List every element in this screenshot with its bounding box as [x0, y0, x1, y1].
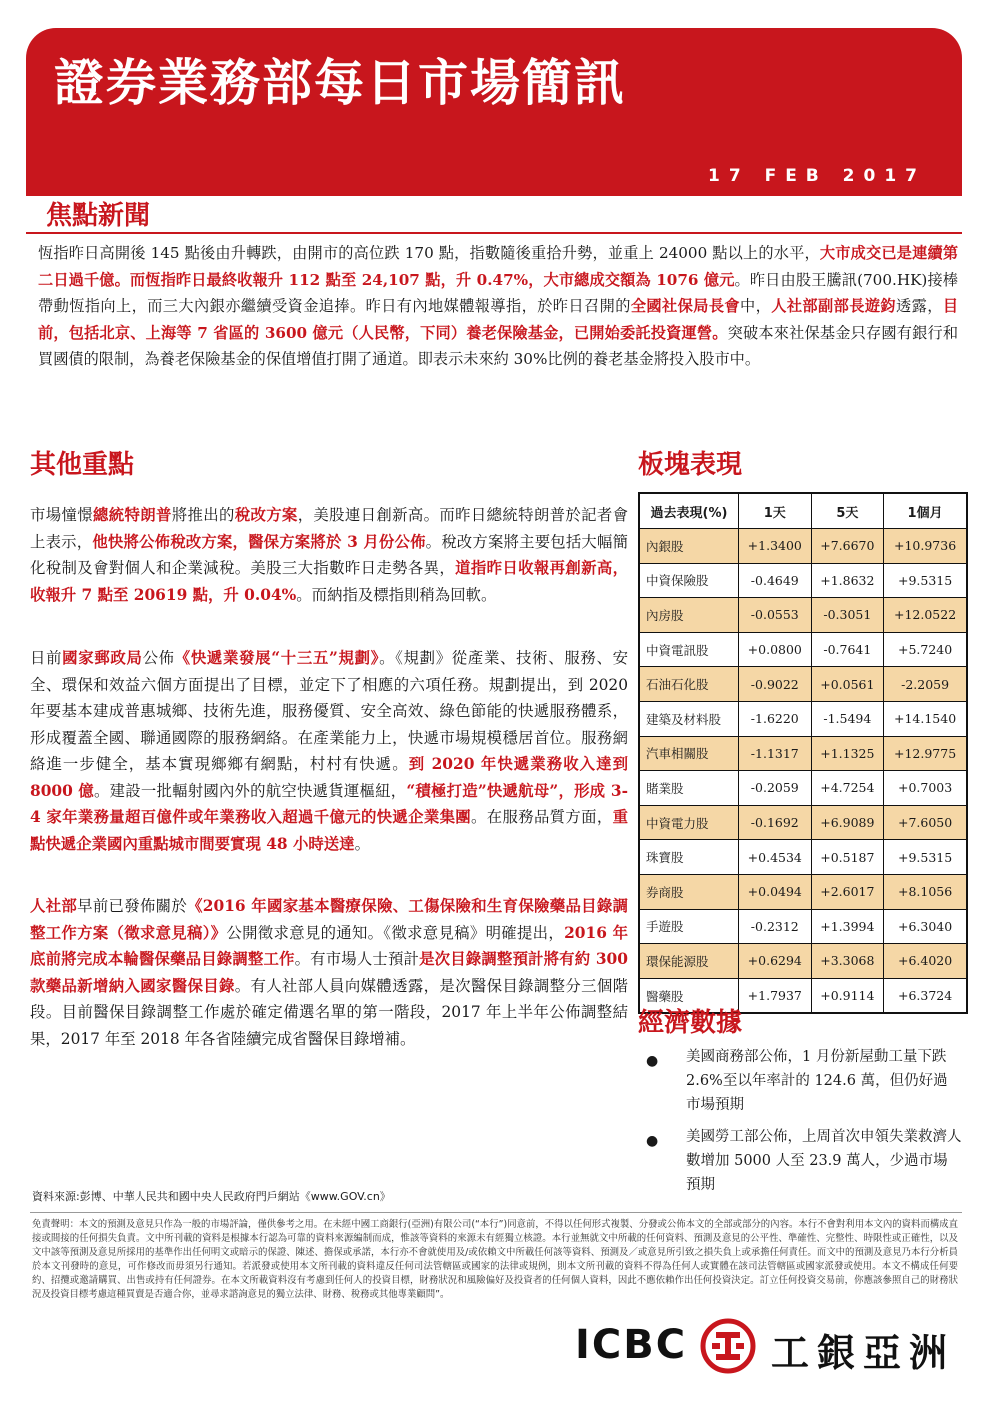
return-5d-cell: +0.9114 [811, 978, 884, 1013]
return-1d-cell: +0.6294 [739, 944, 812, 979]
body-text: 突破本來社保基金只存國有銀行和買國債的限制，為養老保險基金的保值增值打開了通道。即表示未來約 30%比例的養老基金將投入股市中。 [38, 323, 959, 368]
return-1m-cell: +6.4020 [884, 944, 967, 979]
page-title: 證券業務部每日市場簡訊 [54, 54, 626, 112]
sector-name-cell: 建築及材料股 [639, 701, 739, 736]
highlighted-text: 總統特朗普 [92, 506, 172, 524]
return-5d-cell: +3.3068 [811, 944, 884, 979]
sector-name-cell: 醫藥股 [639, 978, 739, 1013]
return-1d-cell: -0.4649 [739, 563, 812, 598]
return-1m-cell: +7.6050 [884, 805, 967, 840]
list-item [646, 1045, 962, 1117]
data-source: 資料來源:彭博、中華人民共和國中央人民政府門戶網站《www.GOV.cn》 [32, 1190, 391, 1203]
return-5d-cell: -0.7641 [811, 632, 884, 667]
highlighted-text: 人社部副部長遊鈞 [771, 297, 897, 315]
return-1d-cell: -0.2059 [739, 771, 812, 806]
focus-news-body [38, 240, 958, 373]
sector-name-cell: 環保能源股 [639, 944, 739, 979]
highlighted-text: 目前，包括北京、上海等 7 省區的 3600 億元（人民幣，下同）養老保險基金，已開始委託投資運營。 [38, 297, 959, 342]
body-text: 市場憧憬 [30, 506, 93, 524]
table-row [639, 701, 967, 736]
return-1m-cell: +0.7003 [884, 771, 967, 806]
highlighted-text: 《快遞業發展“十三五”規劃》 [174, 649, 380, 667]
table-row [639, 874, 967, 909]
focus-news-heading: 焦點新聞 [46, 201, 151, 231]
bullet-icon: ● [646, 1133, 659, 1149]
return-1d-cell: -0.9022 [739, 667, 812, 702]
sector-name-cell: 中資保險股 [639, 563, 739, 598]
focus-divider [26, 232, 962, 234]
sector-name-cell: 汽車相關股 [639, 736, 739, 771]
return-1d-cell: -0.1692 [739, 805, 812, 840]
economic-item-text: 美國商務部公佈，1 月份新屋動工量下跌 2.6%至以年率計的 124.6 萬，但仍好過市場預期 [686, 1049, 948, 1113]
list-item [646, 1125, 962, 1197]
sector-name-cell: 賭業股 [639, 771, 739, 806]
return-1d-cell: +0.0800 [739, 632, 812, 667]
icbc-emblem-icon [700, 1318, 756, 1374]
return-5d-cell: +7.6670 [811, 529, 884, 564]
return-5d-cell: +6.9089 [811, 805, 884, 840]
sector-name-cell: 手遊股 [639, 909, 739, 944]
body-text: ，美股連日創新高。而昨日總統特朗普於記者會上表示， [30, 506, 628, 551]
body-text: 日前 [30, 649, 63, 667]
return-5d-cell: +0.0561 [811, 667, 884, 702]
return-1m-cell: +5.7240 [884, 632, 967, 667]
highlighted-text: 到 2020 年快遞業務收入達到 8000 億 [30, 755, 628, 800]
body-text: 早前已發佈關於 [77, 897, 188, 915]
return-5d-cell: -0.3051 [811, 598, 884, 633]
sector-name-cell: 中資電訊股 [639, 632, 739, 667]
table-row [639, 667, 967, 702]
highlighted-text: 人社部 [30, 897, 78, 915]
highlight-paragraph-tax [30, 502, 628, 608]
return-5d-cell: -1.5494 [811, 701, 884, 736]
sector-name-cell: 珠寶股 [639, 840, 739, 875]
return-1d-cell: +0.0494 [739, 874, 812, 909]
return-5d-cell: +1.3994 [811, 909, 884, 944]
highlighted-text: 是次目錄調整預計將有約 300 款藥品新增納入國家醫保目錄 [30, 950, 628, 995]
icbc-asia-logo [575, 1318, 965, 1374]
return-1m-cell: +12.0522 [884, 598, 967, 633]
return-5d-cell: +1.1325 [811, 736, 884, 771]
table-row [639, 805, 967, 840]
return-1d-cell: -1.6220 [739, 701, 812, 736]
footer-divider [30, 1212, 962, 1213]
highlighted-text: “積極打造”快遞航母”，形成 3-4 家年業務量超百億件或年業務收入超過千億元的快遞企業集團 [30, 781, 628, 826]
highlight-paragraph-express [30, 645, 628, 857]
highlighted-text: 國家郵政局 [62, 649, 143, 667]
bullet-icon: ● [646, 1053, 659, 1069]
return-1m-cell: +9.5315 [884, 840, 967, 875]
body-text: 。在服務品質方面， [471, 808, 613, 826]
column-header-1m: 1個月 [884, 493, 967, 529]
highlight-paragraph-medical [30, 893, 628, 1052]
body-text: 。 [354, 834, 370, 853]
disclaimer-text: 免責聲明：本文的預測及意見只作為一般的市場評論，僅供參考之用。在未經中國工商銀行(亞洲)有限公司(“本行”)同意前，不得以任何形式複製、分發或公佈本文的全部或部分的內容。本行不會對利用本文內的資料而構成直接或間接的任何損失負責。文中所刊載的資料是根據本行認為可靠的資料來源編制而成，惟該等資料的來源未有經獨立核證。本行並無就文中所載的任何資料、預測及意見的公平性、準確性、完整性、時限性或正確性，以及文中該等預測及意見所採用的基準作出任何明文或暗示的保證、陳述、擔保或承諾，本行亦不會就使用及/或依賴文中所載任何該等資料、預測及／或意見所引致之損失負上或承擔任何責任。而文中的預測及意見乃本行分析員於本文刊發時的意見，可作修改而毋須另行通知。若派發或使用本文所刊載的資料違反任何司法管轄區或國家的法律或規例，則本文所刊載的資料不得為任何人或實體在該司法管轄區或國家派發或使用。本文不構成任何要約、招攬或邀請購買、出售或持有任何證券。在本文所載資料沒有考慮到任何人的投資目標，財務狀況和風險偏好及投資者的任何個人資料，因此不應依賴作出任何投資決定。訂立任何投資交易前，你應該參照自己的財務狀況及投資目標考慮這種買賣是否適合你，並尋求諮詢意見的獨立法律、財務、稅務或其他專業顧問”。 [32, 1219, 958, 1300]
sector-performance-table [638, 492, 968, 1014]
highlighted-text: 道指昨日收報再創新高，收報升 7 點至 20619 點，升 0.04% [30, 559, 628, 604]
sector-name-cell: 內銀股 [639, 529, 739, 564]
body-text: 。而納指及標指則稍為回軟。 [296, 585, 497, 604]
return-1m-cell: +8.1056 [884, 874, 967, 909]
highlighted-text: 重點快遞企業國內重點城市間要實現 48 小時送達 [30, 808, 628, 853]
table-row [639, 632, 967, 667]
table-row [639, 944, 967, 979]
return-5d-cell: +0.5187 [811, 840, 884, 875]
body-text: 。稅改方案將主要包括大幅簡化稅制及會對個人和企業減稅。美股三大指數昨日走勢各異， [30, 532, 628, 577]
table-header-row [639, 493, 967, 529]
body-text: 公開徵求意見的通知。《徵求意見稿》明確提出， [226, 923, 565, 942]
body-text: 。有市場人士預計 [294, 950, 420, 968]
table-row [639, 598, 967, 633]
return-1d-cell: +1.3400 [739, 529, 812, 564]
body-text: 。有人社部人員向媒體透露，是次醫保目錄調整分三個階段。目前醫保目錄調整工作處於確定備選名單的第一階段，2017 年上半年公佈調整結果，2017 年至 2018 年各省陸續完成省醫保目錄增補。 [30, 976, 628, 1048]
economic-data-heading: 經濟數據 [638, 1008, 743, 1038]
return-1d-cell: -1.1317 [739, 736, 812, 771]
highlighted-text: 2016 年底前將完成本輪醫保藥品目錄調整工作 [30, 923, 628, 968]
return-1m-cell: +6.3040 [884, 909, 967, 944]
return-1m-cell: +10.9736 [884, 529, 967, 564]
sector-table-body [639, 529, 967, 1014]
return-1m-cell: +9.5315 [884, 563, 967, 598]
table-row [639, 771, 967, 806]
return-1d-cell: +0.4534 [739, 840, 812, 875]
sector-name-cell: 中資電力股 [639, 805, 739, 840]
body-text: 公佈 [142, 649, 175, 667]
logo-text-cn: 工銀亞洲 [771, 1331, 956, 1375]
sector-performance-heading: 板塊表現 [638, 450, 743, 480]
return-1m-cell: -2.2059 [884, 667, 967, 702]
return-1m-cell: +6.3724 [884, 978, 967, 1013]
table-row [639, 563, 967, 598]
economic-item-text: 美國勞工部公佈，上周首次申領失業救濟人數增加 5000 人至 23.9 萬人，少過市場預期 [686, 1129, 962, 1193]
return-5d-cell: +1.8632 [811, 563, 884, 598]
table-row [639, 909, 967, 944]
table-row [639, 840, 967, 875]
body-text: 恆指昨日高開後 145 點後由升轉跌，由開市的高位跌 170 點，指數隨後重拾升勢，並重上 24000 點以上的水平， [38, 244, 820, 262]
sector-name-cell: 石油石化股 [639, 667, 739, 702]
economic-data-list [646, 1045, 962, 1205]
highlighted-text: 大市成交已是連續第二日過千億。而恆指昨日最終收報升 112 點至 24,107 點，升 0.47%，大市總成交額為 1076 億元 [38, 244, 958, 289]
table-row [639, 736, 967, 771]
return-1m-cell: +14.1540 [884, 701, 967, 736]
body-text: 。昨日由股王騰訊(700.HK)接棒帶動恆指向上，而三大內銀亦繼續受資金追捧。昨日有內地媒體報導指，於昨日召開的 [38, 270, 958, 315]
highlighted-text: 全國社保局長會 [630, 297, 741, 315]
return-5d-cell: +2.6017 [811, 874, 884, 909]
highlighted-text: 《2016 年國家基本醫療保險、工傷保險和生育保險藥品目錄調整工作方案（徵求意見稿）》 [30, 897, 628, 942]
highlighted-text: 稅改方案 [234, 506, 298, 524]
column-header-period: 過去表現(%) [639, 493, 739, 529]
column-header-5d: 5天 [811, 493, 884, 529]
sector-name-cell: 內房股 [639, 598, 739, 633]
other-highlights-heading: 其他重點 [30, 450, 135, 480]
body-text: 。建設一批輻射國內外的航空快遞貨運樞紐， [94, 781, 407, 800]
body-text: 將推出的 [171, 506, 235, 524]
highlighted-text: 他快將公佈稅改方案，醫保方案將於 3 月份公佈 [92, 532, 426, 551]
body-text: 。《規劃》從產業、技術、服務、安全、環保和效益六個方面提出了目標，並定下了相應的六項任務。規劃提出，到 2020 年要基本建成普惠城鄉、技術先進，服務優質、安全高效、綠色節能的快遞服務體系，形成覆蓋全國、聯通國際的服務網絡。在產業能力上，快遞市場規模穩居首位。服務網絡進一步健全，基本實現鄉鄉有網點，村村有快遞。 [30, 649, 628, 773]
return-1d-cell: -0.2312 [739, 909, 812, 944]
return-5d-cell: +4.7254 [811, 771, 884, 806]
sector-name-cell: 券商股 [639, 874, 739, 909]
logo-text-en: ICBC [575, 1322, 688, 1368]
column-header-1d: 1天 [739, 493, 812, 529]
return-1d-cell: -0.0553 [739, 598, 812, 633]
table-row [639, 529, 967, 564]
body-text: 透露， [896, 297, 943, 315]
report-date: 17 FEB 2017 [708, 166, 926, 186]
body-text: 中， [740, 297, 772, 315]
return-1d-cell: +1.7937 [739, 978, 812, 1013]
return-1m-cell: +12.9775 [884, 736, 967, 771]
